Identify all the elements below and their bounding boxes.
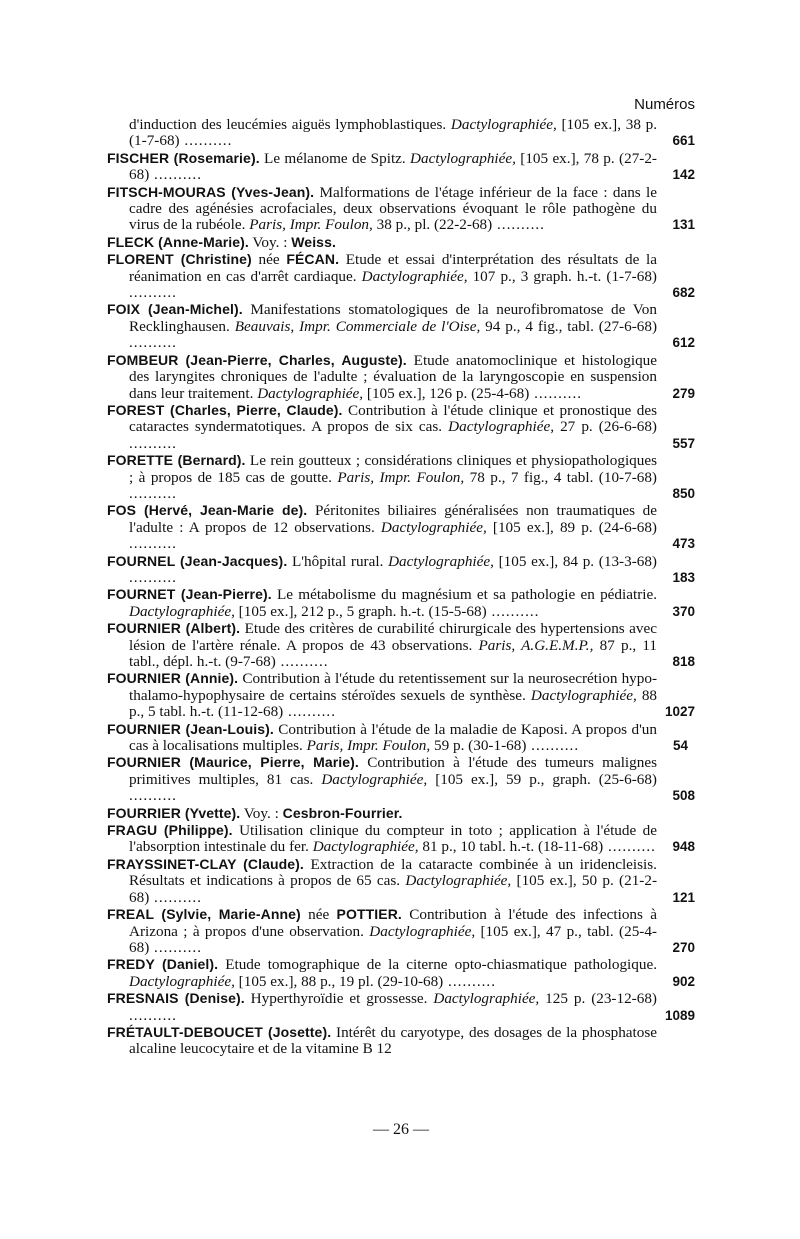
entry-details: 125 p. (23-12-68) (539, 990, 657, 1008)
entry-number: 183 (672, 569, 695, 585)
entry-details: [105 ex.], 88 p., 19 pl. (29-10-68) (234, 972, 444, 990)
index-entry (107, 553, 695, 587)
entry-text: Etude anatomoclinique et histologique des laryngites chroniques de l'adulte ; évaluation de la laryngoscopie en suspension dans leur traitement. (129, 351, 658, 402)
entry-text: Utilisation clinique du compteur in toto ; application à l'étude de l'absorption intestinale du fer. (129, 822, 657, 856)
entry-number: 279 (672, 385, 695, 401)
publisher: Beauvais, Impr. Commerciale de l'Oise, (234, 317, 481, 335)
leader-dots: .......... (129, 568, 177, 586)
entry-number: 270 (672, 939, 695, 955)
leader-dots: .......... (486, 602, 540, 620)
leader-dots: .......... (129, 284, 177, 302)
author-name: FRESNAIS (Denise). (107, 990, 245, 1007)
index-entry (107, 301, 695, 351)
index-entry (107, 402, 695, 452)
publisher: Paris, Impr. Foulon, (249, 216, 373, 234)
index-entry (107, 150, 695, 184)
index-entry: FOURNIER (Jean-Louis). Contribution à l'étude de la maladie de Kaposi. A propos d'un cas à localisations multiples. Paris, Impr. Foulon, 59 p. (30-1-68) .......... 54 (107, 720, 689, 755)
entry-text: Etude des critères de curabilité chirurgicale des hypertensions avec lésion de l'artère rénale. A propos de 43 observations. (129, 620, 657, 654)
author-name: FOURNEL (Jean-Jacques). (107, 552, 288, 569)
author-name: FRÉTAULT-DEBOUCET (Josette). (107, 1023, 332, 1040)
index-entry (107, 822, 695, 856)
index-entry (107, 956, 695, 990)
entry-details: 87 p., 11 tabl., dépl. h.-t. (9-7-68) (129, 636, 657, 670)
author-name: FLECK (Anne-Marie). (107, 233, 249, 250)
entry-details: [105 ex.], 126 p. (25-4-68) (363, 384, 530, 402)
entry-details: 38 p., pl. (22-2-68) (372, 216, 493, 234)
entry-details: [105 ex.], 78 p. (27-2-68) (129, 149, 657, 184)
entry-details: [105 ex.], 84 p. (13-3-68) (493, 552, 657, 570)
entry-number: 121 (672, 889, 695, 905)
entry-details: [105 ex.], 59 p., graph. (25-6-68) (427, 770, 657, 788)
entry-text: Voy. : (248, 233, 292, 251)
author-name: FOREST (Charles, Pierre, Claude). (107, 401, 343, 418)
index-entry (107, 184, 695, 234)
author-name: FOURRIER (Yvette). (107, 804, 241, 821)
index-entry (107, 234, 695, 251)
entry-details: [105 ex.], 89 p. (24-6-68) (486, 518, 657, 536)
entry-list (107, 117, 695, 1058)
publisher: Dactylographiée, (405, 872, 512, 890)
author-name: FOMBEUR (Jean-Pierre, Charles, Auguste). (107, 351, 407, 368)
leader-dots: .......... (275, 653, 329, 670)
leader-dots: .......... (529, 384, 583, 402)
publisher: Dactylographiée, (129, 972, 235, 990)
leader-dots: .......... (129, 787, 177, 805)
entry-details: 88 p., 5 tabl. h.-t. (11-12-68) (129, 686, 658, 721)
entry-details: 59 p. (30-1-68) (430, 737, 527, 755)
index-entry (107, 502, 695, 552)
publisher: Dactylographiée, (361, 267, 468, 285)
entry-text: Le métabolisme du magnésium et sa pathologie en pédiatrie. (271, 586, 658, 604)
publisher: Dactylographiée, (312, 838, 419, 856)
publisher: Dactylographiée, (388, 552, 494, 570)
publisher: Paris, Impr. Foulon, (337, 468, 465, 486)
entry-text: Etude tomographique de la citerne opto-chiasmatique pathologique. (218, 956, 657, 974)
entry-text: Malformations de l'étage inférieur de la face : dans le cadre des agénésies acrofaciales, deux observations évoquant le rôle pathogène du virus de la rubéole. (129, 183, 658, 234)
author-name: FOURNIER (Annie). (107, 670, 239, 687)
index-entry (107, 805, 695, 822)
entry-number: 612 (672, 335, 695, 351)
entry-number: 508 (672, 788, 695, 804)
author-reference: POTTIER. (336, 906, 402, 923)
publisher: Dactylographiée, (410, 149, 516, 167)
entry-number: 370 (672, 603, 695, 619)
entry-text: Etude et essai d'interprétation des résultats de la réanimation en cas d'arrêt cardiaque. (129, 251, 658, 285)
publisher: Dactylographiée, (321, 770, 428, 788)
entry-number: 131 (672, 217, 695, 233)
entry-number: 557 (672, 435, 695, 451)
entry-text: Extraction de la cataracte combinée à un iridencleisis. Résultats et indications à propos de 65 cas. (129, 855, 657, 890)
entry-details: [105 ex.], 47 p., tabl. (25-4-68) (129, 922, 657, 956)
entry-number: 902 (672, 973, 695, 989)
publisher: Dactylographiée, (530, 686, 637, 704)
entry-details: 81 p., 10 tabl. h.-t. (18-11-68) (418, 838, 604, 856)
leader-dots: .......... (526, 737, 580, 755)
entry-text: Le mélanome de Spitz. (259, 149, 411, 167)
entry-number: 948 (672, 839, 695, 855)
index-entry (107, 251, 695, 301)
entry-details: [105 ex.], 50 p. (21-2-68) (129, 872, 658, 906)
author-reference: Cesbron-Fourrier. (282, 804, 403, 821)
leader-dots: .......... (179, 132, 233, 150)
entry-text: d'induction des leucémies aiguës lymphoblastiques. (129, 116, 451, 133)
entry-text: Péritonites biliaires généralisées non traumatiques de l'adulte : A propos de 12 observations. (129, 502, 658, 536)
entry-details: [105 ex.], 212 p., 5 graph. h.-t. (15-5-68) (234, 602, 487, 620)
author-reference: FÉCAN. (286, 251, 340, 268)
author-name: FOURNET (Jean-Pierre). (107, 586, 272, 603)
author-name: FOS (Hervé, Jean-Marie de). (107, 502, 308, 519)
entry-text: Contribution à l'étude clinique et pronostique des cataractes syndermatotiques. A propos de six cas. (129, 401, 657, 436)
entry-text: Contribution à l'étude des infections à Arizona ; à propos d'une observation. (129, 906, 658, 940)
entry-number: 1027 (664, 704, 695, 720)
entry-text: Voy. : (240, 804, 283, 822)
entry-number: 142 (672, 167, 695, 183)
author-name: FLORENT (Christine) (107, 251, 252, 268)
leader-dots: .......... (129, 1006, 177, 1024)
author-name: FOURNIER (Jean-Louis). (107, 720, 274, 737)
author-name: FREAL (Sylvie, Marie-Anne) (107, 906, 301, 923)
author-name: FOURNIER (Maurice, Pierre, Marie). (107, 754, 359, 771)
index-entry (107, 670, 695, 720)
entry-text: L'hôpital rural. (287, 552, 389, 570)
publisher: Dactylographiée, (380, 518, 487, 536)
entry-text: Contribution à l'étude de la maladie de Kaposi. A propos d'un cas à localisations multiples. (129, 720, 657, 755)
leader-dots: .......... (603, 838, 656, 856)
publisher: Dactylographiée, (450, 116, 557, 133)
leader-dots: .......... (443, 972, 497, 990)
entry-details: 78 p., 7 fig., 4 tabl. (10-7-68) (464, 468, 657, 486)
publisher: Paris, A.G.E.M.P., (478, 636, 594, 654)
leader-dots: .......... (149, 888, 203, 906)
entry-details: 27 p. (26-6-68) (554, 418, 657, 436)
index-entry (107, 1024, 695, 1058)
publisher: Dactylographiée, (369, 922, 476, 940)
entry-number: 818 (672, 654, 695, 669)
entry-text: née (251, 251, 287, 269)
entry-details: 107 p., 3 graph. h.-t. (1-7-68) (467, 267, 657, 285)
publisher: Dactylographiée, (257, 384, 364, 402)
publisher: Dactylographiée, (448, 418, 555, 436)
publisher: Dactylographiée, (129, 602, 235, 620)
index-entry (107, 906, 695, 956)
entry-text: Contribution à l'étude du retentissement sur la neurosecrétion hypo-thalamo-hypophysaire de certains stéroïdes sexuels de synthèse. (129, 670, 657, 704)
author-name: FITSCH-MOURAS (Yves-Jean). (107, 183, 315, 200)
leader-dots: .......... (129, 334, 177, 352)
entry-text: Contribution à l'étude des tumeurs malignes primitives multiples, 81 cas. (129, 754, 657, 788)
page-number: — 26 — (373, 1121, 429, 1138)
index-entry (107, 620, 695, 670)
index-entry (107, 586, 695, 620)
entry-text: Le rein goutteux ; considérations cliniques et physiopathologiques ; à propos de 185 cas de goutte. (129, 452, 657, 486)
entry-text: Hyperthyroïdie et grossesse. (244, 990, 434, 1008)
entry-number: 682 (672, 285, 695, 301)
author-name: FOIX (Jean-Michel). (107, 301, 243, 318)
publisher: Paris, Impr. Foulon, (306, 737, 431, 755)
author-reference: Weiss. (291, 233, 336, 250)
leader-dots: .......... (129, 535, 177, 553)
entry-text: Manifestations stomatologiques de la neurofibromatose de Von Recklinghausen. (129, 301, 657, 335)
leader-dots: .......... (129, 484, 177, 502)
index-entry (107, 856, 695, 906)
leader-dots: .......... (129, 434, 177, 452)
index-entry (107, 754, 695, 804)
entry-number: 1089 (664, 1007, 695, 1023)
entry-details: 94 p., 4 fig., tabl. (27-6-68) (480, 317, 658, 335)
author-name: FRAYSSINET-CLAY (Claude). (107, 855, 304, 872)
column-header: Numéros (634, 96, 695, 113)
index-entry (107, 117, 695, 150)
entry-number: 850 (672, 485, 695, 501)
leader-dots: .......... (149, 938, 203, 956)
index-entry (107, 452, 695, 502)
author-name: FISCHER (Rosemarie). (107, 149, 260, 166)
author-name: FREDY (Daniel). (107, 956, 219, 973)
leader-dots: .......... (492, 216, 545, 234)
entry-number: 661 (672, 133, 695, 149)
leader-dots: .......... (149, 166, 203, 184)
entry-number: 473 (672, 536, 695, 552)
index-entry (107, 352, 695, 402)
publisher: Dactylographiée, (433, 990, 540, 1008)
leader-dots: .......... (283, 703, 336, 721)
entry-text: née (300, 906, 337, 924)
entry-details: [105 ex.], 38 p. (1-7-68) (129, 116, 657, 150)
entry-text: Intérêt du caryotype, des dosages de la phosphatose alcaline leucocytaire et de la vitamine B 12 (129, 1023, 657, 1058)
index-entry (107, 990, 695, 1024)
author-name: FORETTE (Bernard). (107, 452, 246, 469)
author-name: FRAGU (Philippe). (107, 822, 233, 839)
author-name: FOURNIER (Albert). (107, 620, 241, 637)
